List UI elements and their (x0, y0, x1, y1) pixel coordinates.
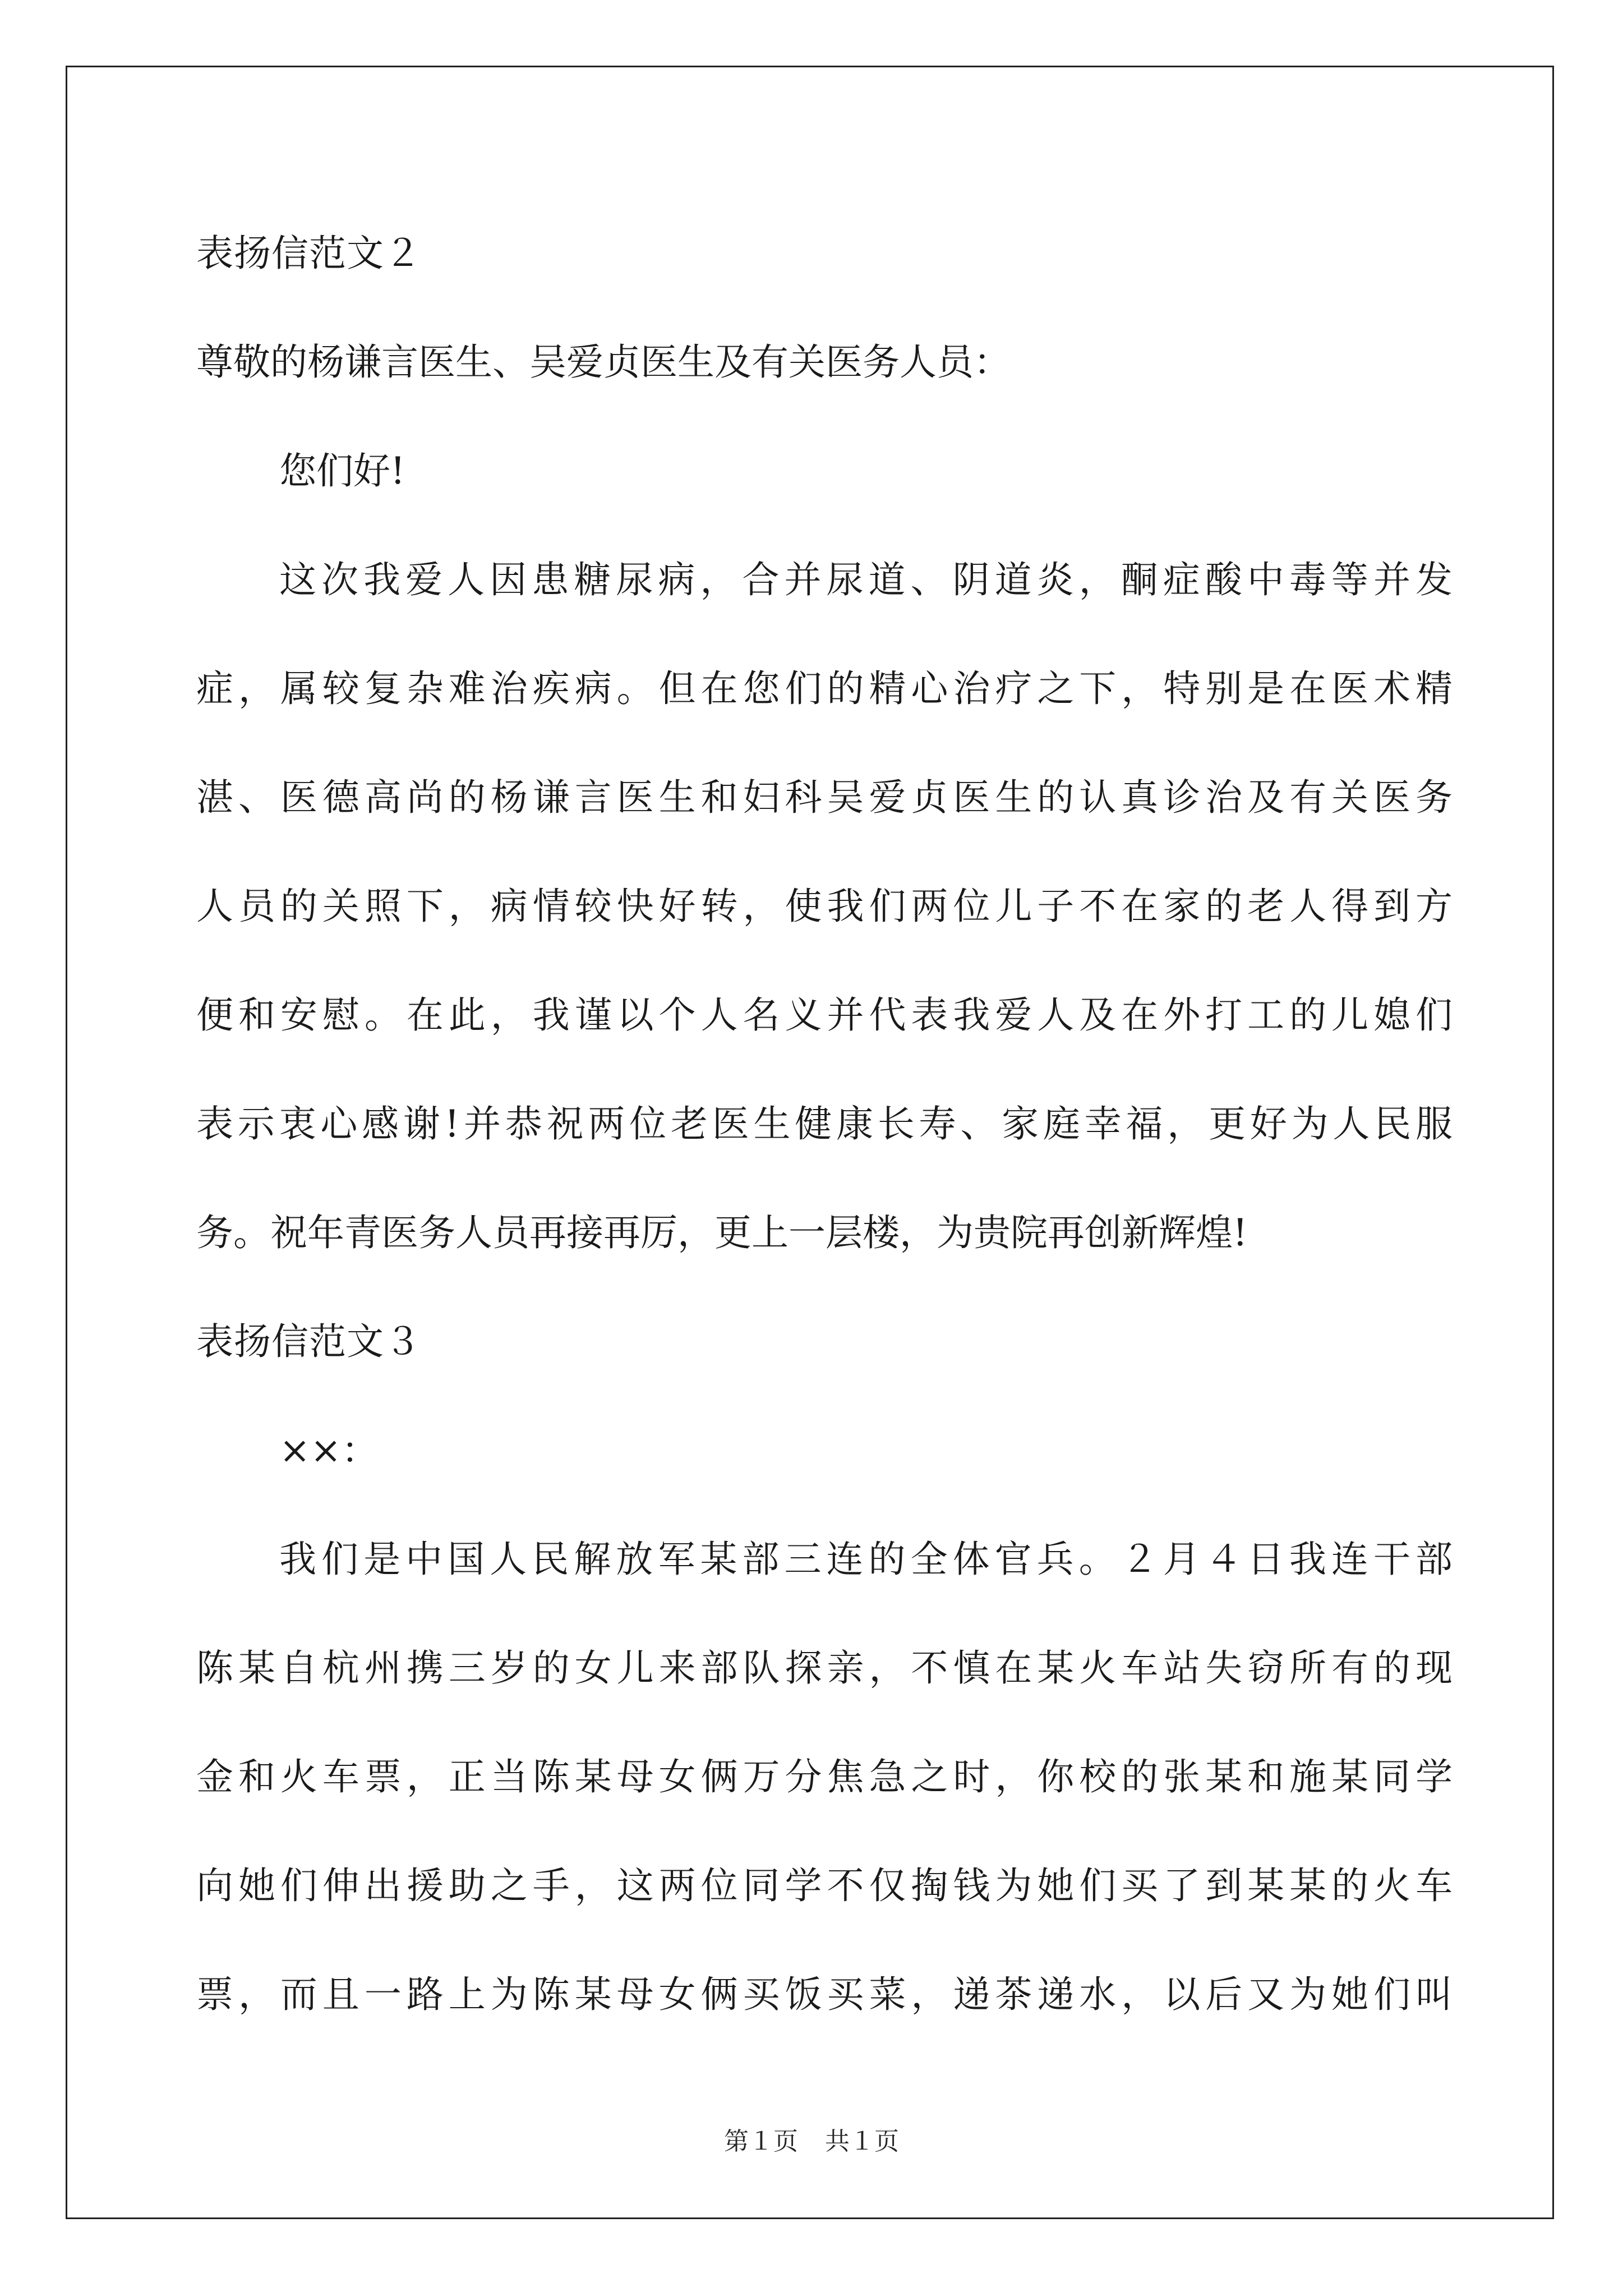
paragraph-line: 票，而且一路上为陈某母女俩买饭买菜，递茶递水，以后又为她们叫 (196, 1973, 1453, 2016)
page-number: 第１页 (724, 2127, 798, 2156)
greeting-line: ××： (279, 1429, 379, 1472)
greeting-line: 您们好! (279, 449, 405, 493)
document-body (196, 199, 1453, 2049)
page-footer (0, 2125, 1623, 2159)
paragraph-line: 人员的关照下，病情较快好转，使我们两位儿子不在家的老人得到方 (196, 885, 1453, 928)
page-total: 共１页 (825, 2127, 899, 2156)
paragraph-line: 向她们伸出援助之手，这两位同学不仅掏钱为她们买了到某某的火车 (196, 1864, 1453, 1907)
paragraph-line: 金和火车票，正当陈某母女俩万分焦急之时，你校的张某和施某同学 (196, 1755, 1453, 1798)
section-heading-2: 表扬信范文２ (196, 232, 422, 275)
paragraph-line: 我们是中国人民解放军某部三连的全体官兵。２月４日我连干部 (279, 1538, 1453, 1581)
paragraph-line: 便和安慰。在此，我谨以个人名义并代表我爱人及在外打工的儿媳们 (196, 993, 1453, 1037)
section-heading-3: 表扬信范文３ (196, 1320, 422, 1363)
paragraph-line: 症，属较复杂难治疾病。但在您们的精心治疗之下，特别是在医术精 (196, 667, 1453, 710)
salutation-line: 尊敬的杨谦言医生、吴爱贞医生及有关医务人员： (196, 341, 1011, 384)
paragraph-line: 这次我爱人因患糖尿病，合并尿道、阴道炎，酮症酸中毒等并发 (279, 558, 1453, 601)
paragraph-line: 陈某自杭州携三岁的女儿来部队探亲，不慎在某火车站失窃所有的现 (196, 1646, 1453, 1690)
paragraph-line: 表示衷心感谢!并恭祝两位老医生健康长寿、家庭幸福，更好为人民服 (196, 1102, 1453, 1145)
paragraph-line: 湛、医德高尚的杨谦言医生和妇科吴爱贞医生的认真诊治及有关医务 (196, 776, 1453, 819)
paragraph-line: 务。祝年青医务人员再接再厉，更上一层楼，为贵院再创新辉煌! (196, 1211, 1248, 1254)
